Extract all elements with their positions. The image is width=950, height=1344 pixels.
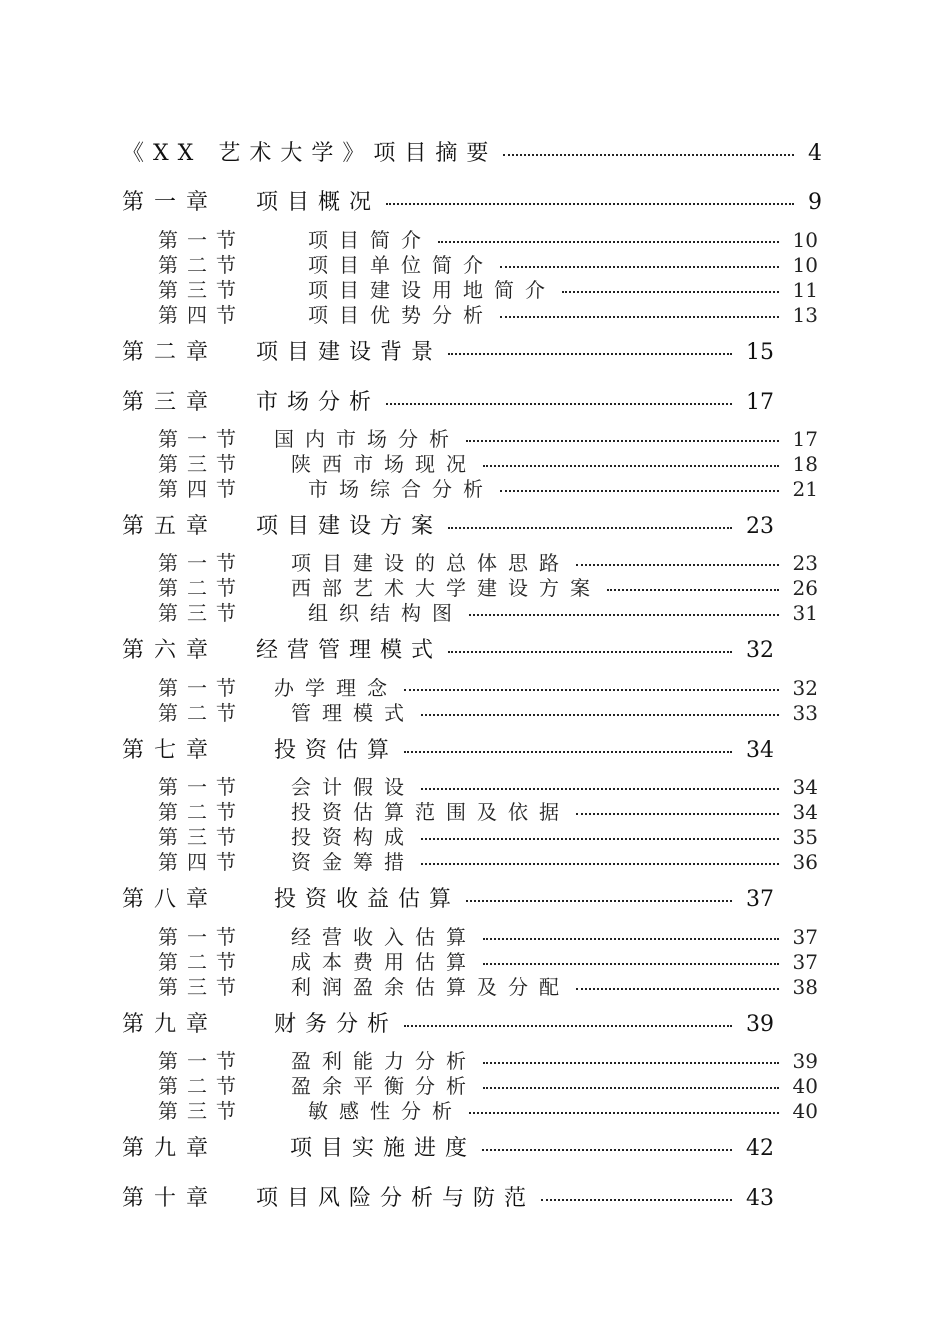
section-label: 第三节 xyxy=(158,601,245,625)
chapter-title: 项目建设方案 xyxy=(256,514,443,539)
section-title: 管理模式 xyxy=(291,701,415,725)
toc-page-number: 15 xyxy=(746,340,774,365)
dot-leader xyxy=(576,987,779,990)
section-label: 第三节 xyxy=(158,1099,245,1123)
section-title: 投资构成 xyxy=(291,825,415,849)
toc-page-number: 37 xyxy=(746,887,774,912)
toc-page-number: 11 xyxy=(792,278,818,302)
toc-chapter-7[interactable] xyxy=(122,733,774,764)
chapter-title: 项目风险分析与防范 xyxy=(256,1186,536,1211)
chapter-title: 项目概况 xyxy=(256,190,381,215)
section-title: 盈利能力分析 xyxy=(291,1049,477,1073)
chapter-label: 第三章 xyxy=(122,390,219,415)
toc-chapter-2[interactable] xyxy=(122,335,774,366)
toc-chapter-10[interactable] xyxy=(122,1181,774,1212)
toc-page-number: 32 xyxy=(746,638,774,663)
section-title: 西部艺术大学建设方案 xyxy=(291,576,601,600)
dot-leader xyxy=(466,899,732,902)
dot-leader xyxy=(607,588,779,591)
toc-page-number: 40 xyxy=(792,1074,818,1098)
dot-leader xyxy=(386,402,732,405)
chapter-label: 第十章 xyxy=(122,1186,219,1211)
section-title: 项目优势分析 xyxy=(308,303,494,327)
toc-page-number: 21 xyxy=(792,477,818,501)
dot-leader xyxy=(562,290,779,293)
chapter-label: 第七章 xyxy=(122,738,219,763)
toc-chapter-9[interactable] xyxy=(122,1007,774,1038)
section-label: 第三节 xyxy=(158,825,245,849)
dot-leader xyxy=(500,265,779,268)
chapter-label: 第九章 xyxy=(122,1136,219,1161)
section-title: 利润盈余估算及分配 xyxy=(291,975,570,999)
section-label: 第二节 xyxy=(158,1074,245,1098)
toc-entry-summary[interactable] xyxy=(122,136,822,167)
dot-leader xyxy=(438,240,779,243)
toc-page-number: 23 xyxy=(792,551,818,575)
toc-page-number: 43 xyxy=(746,1186,774,1211)
chapter-title: 项目实施进度 xyxy=(290,1136,477,1161)
chapter-title: 财务分析 xyxy=(274,1012,399,1037)
chapter-label: 第二章 xyxy=(122,340,219,365)
dot-leader xyxy=(500,489,779,492)
section-title: 市场综合分析 xyxy=(308,477,494,501)
dot-leader xyxy=(503,153,794,156)
section-label: 第一节 xyxy=(158,228,245,252)
toc-page-number: 33 xyxy=(792,701,818,725)
dot-leader xyxy=(483,1061,779,1064)
section-title: 项目建设用地简介 xyxy=(308,278,556,302)
dot-leader xyxy=(386,202,794,205)
section-label: 第三节 xyxy=(158,452,245,476)
section-title: 投资估算范围及依据 xyxy=(291,800,570,824)
toc-page-number: 32 xyxy=(792,676,818,700)
toc-page-number: 17 xyxy=(746,390,774,415)
dot-leader xyxy=(469,1111,779,1114)
dot-leader xyxy=(500,315,779,318)
section-title: 项目建设的总体思路 xyxy=(291,551,570,575)
dot-leader xyxy=(576,563,779,566)
dot-leader xyxy=(404,688,779,691)
toc-page-number: 31 xyxy=(792,601,818,625)
section-label: 第三节 xyxy=(158,278,245,302)
section-label: 第二节 xyxy=(158,800,245,824)
toc-section[interactable] xyxy=(158,473,818,502)
toc-page-number: 23 xyxy=(746,514,774,539)
toc-chapter-8[interactable] xyxy=(122,882,774,913)
dot-leader xyxy=(421,787,779,790)
toc-page-number: 40 xyxy=(792,1099,818,1123)
toc-page-number: 34 xyxy=(746,738,774,763)
section-label: 第四节 xyxy=(158,303,245,327)
toc-page-number: 17 xyxy=(792,427,818,451)
dot-leader xyxy=(482,1148,732,1151)
dot-leader xyxy=(483,962,779,965)
section-title: 国内市场分析 xyxy=(274,427,460,451)
chapter-label: 第一章 xyxy=(122,190,219,215)
chapter-label: 第五章 xyxy=(122,514,219,539)
toc-chapter-5[interactable] xyxy=(122,509,774,540)
section-title: 组织结构图 xyxy=(308,601,463,625)
section-label: 第一节 xyxy=(158,775,245,799)
toc-section[interactable] xyxy=(158,697,818,726)
section-label: 第一节 xyxy=(158,925,245,949)
dot-leader xyxy=(483,1086,779,1089)
toc-page-number: 9 xyxy=(808,190,822,215)
toc-page-number: 13 xyxy=(792,303,818,327)
toc-chapter-3[interactable] xyxy=(122,385,774,416)
chapter-label: 第六章 xyxy=(122,638,219,663)
section-label: 第二节 xyxy=(158,950,245,974)
chapter-title: 投资收益估算 xyxy=(274,887,461,912)
dot-leader xyxy=(448,526,732,529)
toc-page-number: 34 xyxy=(792,800,818,824)
section-title: 办学理念 xyxy=(274,676,398,700)
dot-leader xyxy=(421,862,779,865)
chapter-label: 第八章 xyxy=(122,887,219,912)
toc-page-number: 34 xyxy=(792,775,818,799)
section-label: 第二节 xyxy=(158,701,245,725)
chapter-label: 第九章 xyxy=(122,1012,219,1037)
toc-chapter-1[interactable] xyxy=(122,185,822,216)
toc-page-number: 37 xyxy=(792,925,818,949)
section-label: 第二节 xyxy=(158,253,245,277)
toc-page-number: 39 xyxy=(746,1012,774,1037)
toc-entry-title: 《XX 艺术大学》项目摘要 xyxy=(122,141,498,166)
section-label: 第一节 xyxy=(158,676,245,700)
toc-section[interactable] xyxy=(158,597,818,626)
section-title: 经营收入估算 xyxy=(291,925,477,949)
dot-leader xyxy=(541,1198,732,1201)
toc-page-number: 42 xyxy=(746,1136,774,1161)
toc-page-number: 37 xyxy=(792,950,818,974)
section-title: 敏感性分析 xyxy=(308,1099,463,1123)
dot-leader xyxy=(404,1024,732,1027)
toc-section[interactable] xyxy=(158,846,818,875)
toc-page-number: 10 xyxy=(792,228,818,252)
toc-page-number: 4 xyxy=(808,141,822,166)
chapter-title: 市场分析 xyxy=(256,390,381,415)
dot-leader xyxy=(483,464,779,467)
section-label: 第四节 xyxy=(158,477,245,501)
section-title: 项目单位简介 xyxy=(308,253,494,277)
dot-leader xyxy=(448,650,732,653)
section-title: 盈余平衡分析 xyxy=(291,1074,477,1098)
toc-page-number: 39 xyxy=(792,1049,818,1073)
toc-page-number: 38 xyxy=(792,975,818,999)
section-title: 项目简介 xyxy=(308,228,432,252)
toc-page-number: 18 xyxy=(792,452,818,476)
toc-page-number: 35 xyxy=(792,825,818,849)
dot-leader xyxy=(448,352,732,355)
dot-leader xyxy=(466,439,779,442)
toc-page-number: 10 xyxy=(792,253,818,277)
section-label: 第一节 xyxy=(158,427,245,451)
toc-section[interactable] xyxy=(158,1095,818,1124)
chapter-title: 项目建设背景 xyxy=(256,340,443,365)
toc-section[interactable] xyxy=(158,971,818,1000)
dot-leader xyxy=(483,937,779,940)
toc-page-number: 26 xyxy=(792,576,818,600)
section-title: 陕西市场现况 xyxy=(291,452,477,476)
toc-chapter-9b[interactable] xyxy=(122,1131,774,1162)
section-label: 第二节 xyxy=(158,576,245,600)
toc-chapter-6[interactable] xyxy=(122,633,774,664)
dot-leader xyxy=(469,613,779,616)
dot-leader xyxy=(421,713,779,716)
dot-leader xyxy=(576,812,779,815)
section-label: 第三节 xyxy=(158,975,245,999)
section-label: 第一节 xyxy=(158,1049,245,1073)
toc-section[interactable] xyxy=(158,299,818,328)
section-title: 成本费用估算 xyxy=(291,950,477,974)
section-title: 会计假设 xyxy=(291,775,415,799)
section-label: 第四节 xyxy=(158,850,245,874)
dot-leader xyxy=(404,750,732,753)
toc-page-number: 36 xyxy=(792,850,818,874)
section-label: 第一节 xyxy=(158,551,245,575)
section-title: 资金筹措 xyxy=(291,850,415,874)
chapter-title: 经营管理模式 xyxy=(256,638,443,663)
dot-leader xyxy=(421,837,779,840)
chapter-title: 投资估算 xyxy=(274,738,399,763)
